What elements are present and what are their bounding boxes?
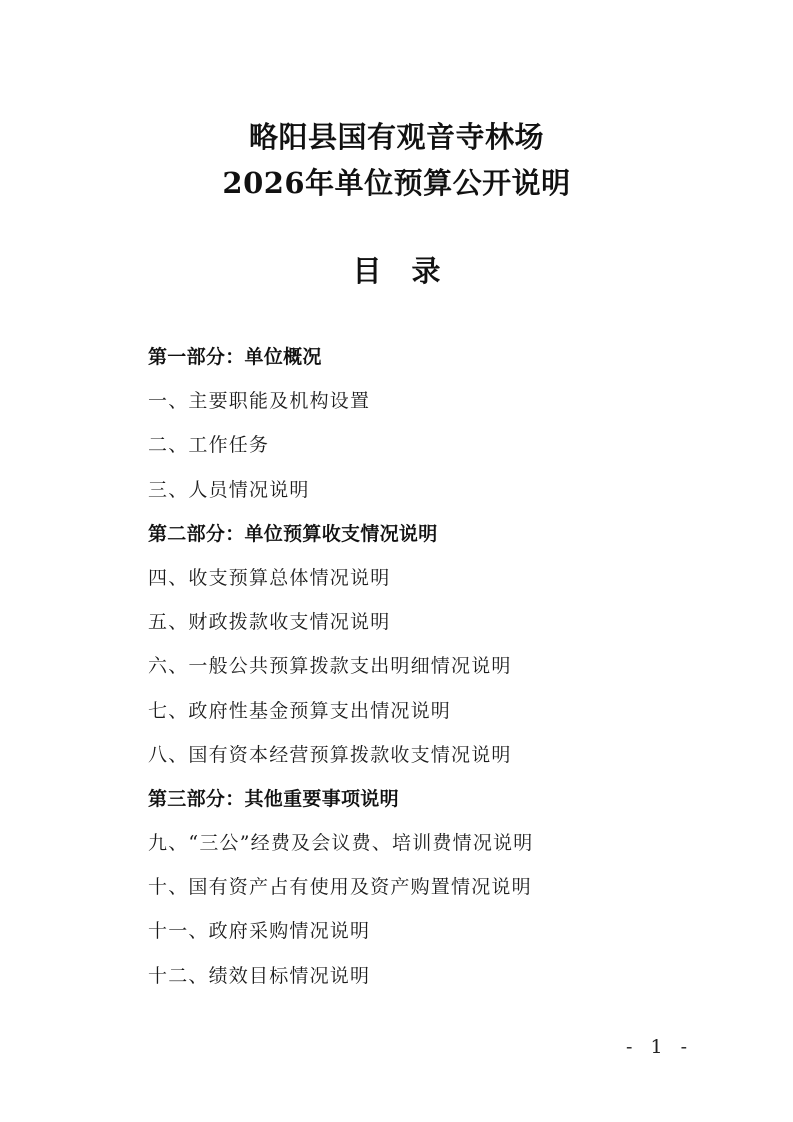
toc-item-9: 九、“三公”经费及会议费、培训费情况说明: [148, 832, 534, 855]
toc-item-7: 七、政府性基金预算支出情况说明: [148, 699, 452, 722]
document-title-line-1: 略阳县国有观音寺林场: [248, 120, 544, 154]
toc-heading: [0, 254, 793, 288]
toc-heading-char-1: 目: [352, 254, 382, 288]
toc-part-2: 第二部分：单位预算收支情况说明: [148, 522, 438, 545]
toc-item-5: 五、财政拨款收支情况说明: [148, 611, 391, 634]
page-number: - 1 -: [625, 1036, 693, 1058]
toc-item-4: 四、收支预算总体情况说明: [148, 566, 391, 589]
toc-heading-char-2: 录: [411, 254, 441, 288]
toc-item-11: 十一、政府采购情况说明: [148, 920, 371, 943]
toc-item-6: 六、一般公共预算拨款支出明细情况说明: [148, 655, 512, 678]
toc-item-12: 十二、绩效目标情况说明: [148, 964, 371, 987]
toc-part-3: 第三部分：其他重要事项说明: [148, 787, 399, 810]
table-of-contents: [148, 342, 748, 1005]
document-title-line-2: 2026年单位预算公开说明: [222, 166, 571, 200]
toc-item-8: 八、国有资本经营预算拨款收支情况说明: [148, 743, 512, 766]
toc-item-3: 三、人员情况说明: [148, 478, 310, 501]
toc-item-1: 一、主要职能及机构设置: [148, 390, 371, 413]
toc-part-1: 第一部分：单位概况: [148, 346, 322, 368]
toc-item-2: 二、工作任务: [148, 434, 270, 457]
toc-item-10: 十、国有资产占有使用及资产购置情况说明: [148, 876, 532, 899]
